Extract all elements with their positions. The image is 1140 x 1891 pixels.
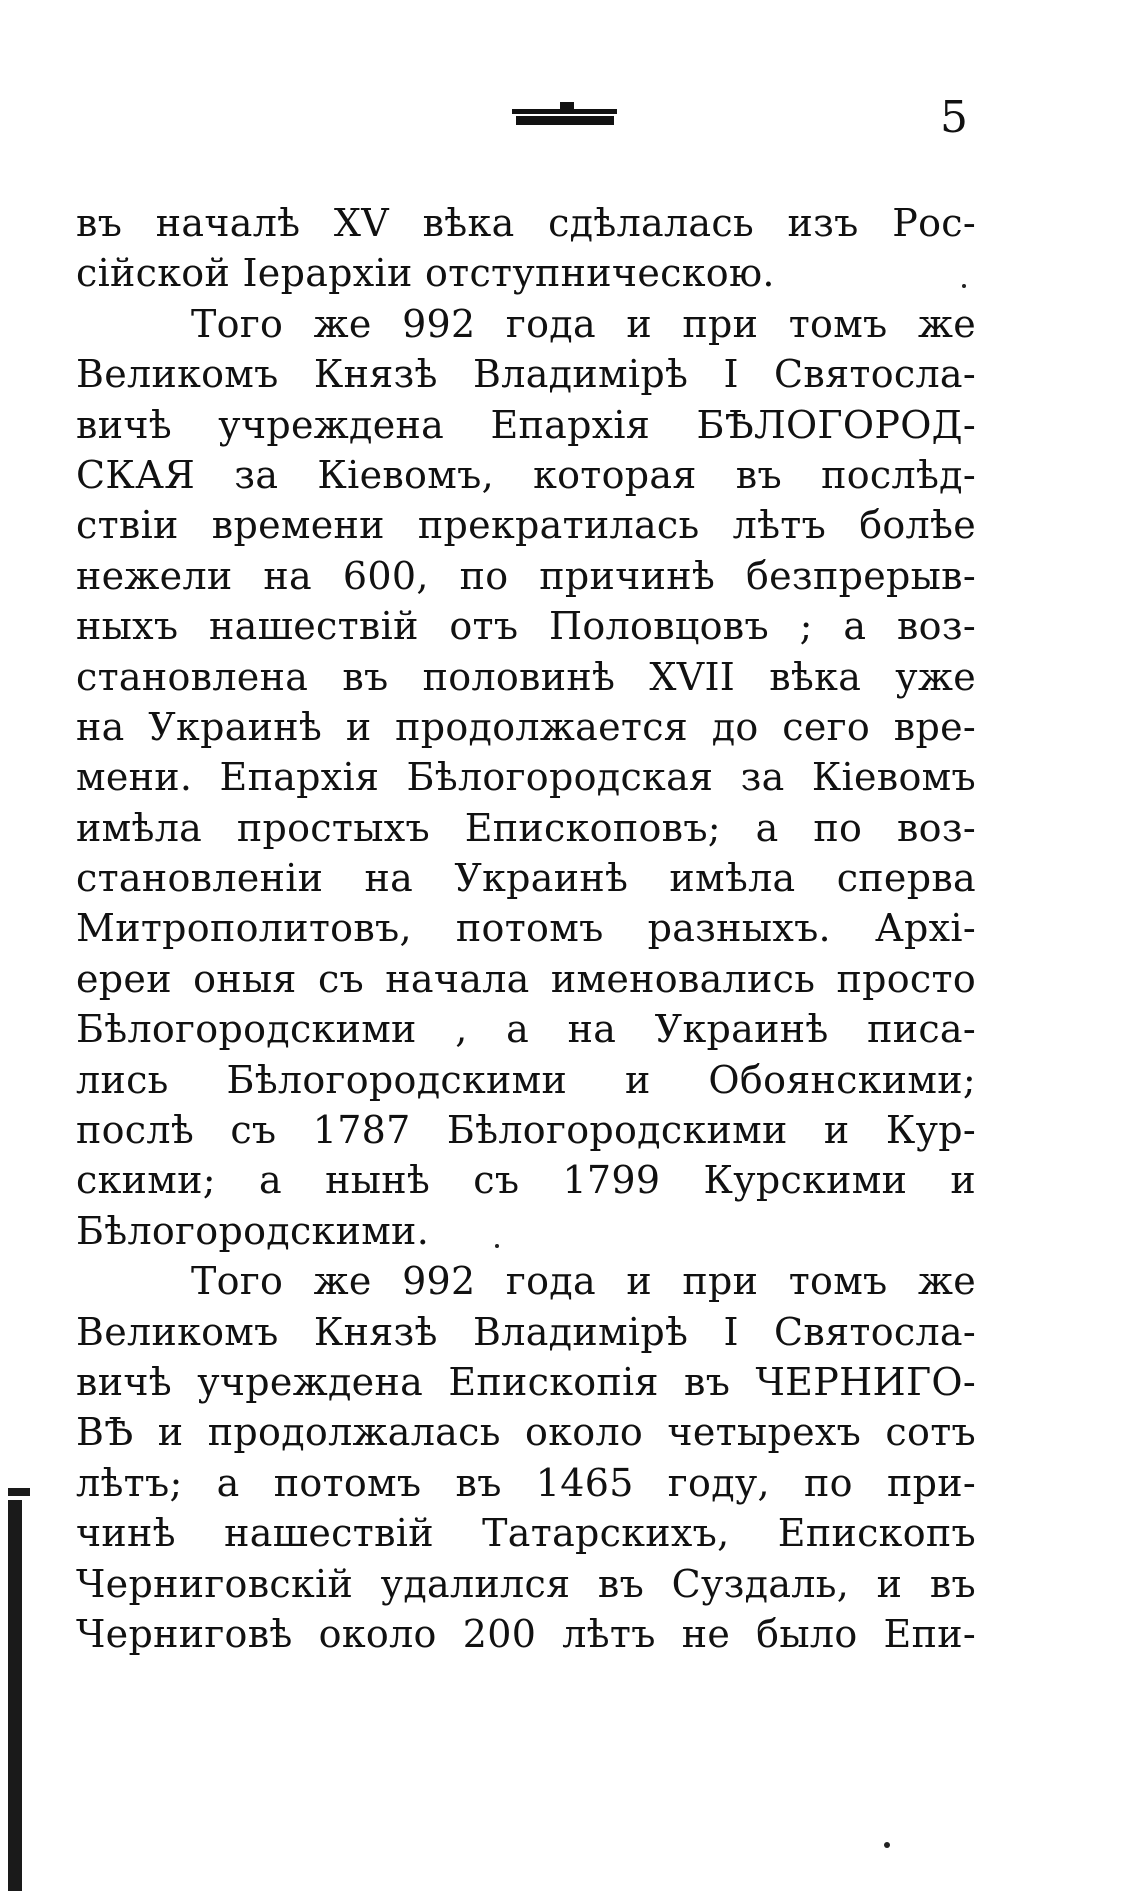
scan-speck bbox=[962, 284, 966, 288]
text-line: Великомъ Князѣ Владимірѣ I Святосла- bbox=[76, 1309, 976, 1354]
text-line: Бѣлогородскими. bbox=[76, 1208, 430, 1253]
body-text bbox=[76, 198, 976, 1659]
text-line: Черниговѣ около 200 лѣтъ не было Епи- bbox=[76, 1611, 976, 1656]
text-line: въ началѣ XV вѣка сдѣлалась изъ Рос- bbox=[76, 201, 976, 245]
text-line: вичѣ учреждена Епископія въ ЧЕРНИГО- bbox=[76, 1359, 976, 1404]
text-line: вичѣ учреждена Епархія БѢЛОГОРОД- bbox=[76, 402, 976, 447]
scan-speck bbox=[495, 1244, 499, 1248]
text-line: скими; а нынѣ съ 1799 Курскими и bbox=[76, 1158, 976, 1203]
paragraph-first-line: Того же 992 года и при томъ же bbox=[191, 301, 976, 346]
text-line: на Украинѣ и продолжается до сего вре- bbox=[76, 704, 976, 749]
text-line: Черниговскій удалился въ Суздаль, и въ bbox=[76, 1561, 976, 1606]
text-line: чинѣ нашествій Татарскихъ, Епископъ bbox=[76, 1511, 976, 1556]
paragraph-first-line: Того же 992 года и при томъ же bbox=[191, 1259, 976, 1304]
text-line: ереи оныя съ начала именовались просто bbox=[76, 956, 976, 1001]
scan-margin-bar bbox=[8, 1500, 22, 1891]
text-line: сійской Іерархіи отступническою. bbox=[76, 251, 775, 296]
text-line: лѣтъ; а потомъ въ 1465 году, по при- bbox=[76, 1460, 976, 1505]
scan-speck bbox=[884, 1842, 890, 1848]
text-line: мени. Епархія Бѣлогородская за Кіевомъ bbox=[76, 755, 976, 800]
text-line: становленіи на Украинѣ имѣла сперва bbox=[76, 856, 976, 901]
text-line: Великомъ Князѣ Владимірѣ I Святосла- bbox=[76, 352, 976, 397]
scan-margin-tick bbox=[8, 1488, 30, 1496]
header-ornament bbox=[512, 100, 617, 130]
text-line: ныхъ нашествій отъ Половцовъ ; а воз- bbox=[76, 604, 976, 649]
text-line: Бѣлогородскими , а на Украинѣ писа- bbox=[76, 1007, 976, 1052]
text-line: послѣ съ 1787 Бѣлогородскими и Кур- bbox=[76, 1108, 976, 1153]
text-line: СКАЯ за Кіевомъ, которая въ послѣд- bbox=[76, 452, 976, 497]
text-line: Митрополитовъ, потомъ разныхъ. Архі- bbox=[76, 906, 976, 951]
text-line: ствіи времени прекратилась лѣтъ болѣе bbox=[76, 503, 976, 548]
text-line: лись Бѣлогородскими и Обоянскими; bbox=[76, 1057, 976, 1102]
text-line: становлена въ половинѣ XVII вѣка уже bbox=[76, 654, 976, 699]
text-line: ВѢ и продолжалась около четырехъ сотъ bbox=[76, 1410, 976, 1455]
text-line: имѣла простыхъ Епископовъ; а по воз- bbox=[76, 805, 976, 850]
text-line: нежели на 600, по причинѣ безпрерыв- bbox=[76, 553, 976, 598]
page-number: 5 bbox=[940, 92, 968, 143]
